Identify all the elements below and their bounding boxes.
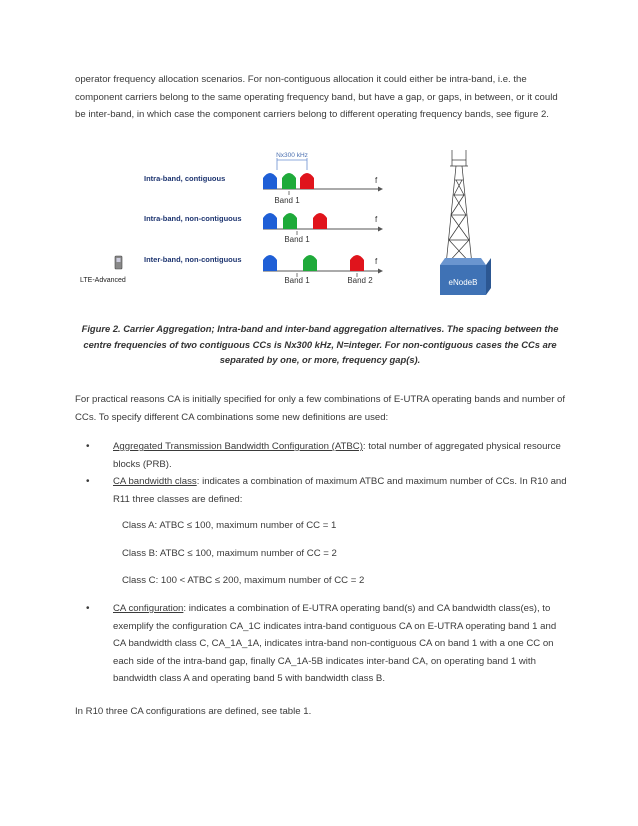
carrier-red [350, 255, 364, 271]
ca-bandwidth-class-term: CA bandwidth class [113, 476, 197, 487]
carrier-green [282, 173, 296, 189]
carrier-blue [263, 173, 277, 189]
row-label-intra-contiguous: Intra-band, contiguous [144, 174, 226, 183]
enodeb-box [440, 258, 491, 295]
spacing-label: Nx300 kHz [276, 152, 308, 159]
class-a: Class A: ATBC ≤ 100, maximum number of CC = 1 [122, 520, 337, 531]
phone-icon [115, 256, 122, 269]
closing-paragraph: In R10 three CA configurations are defined, see table 1. [75, 706, 312, 717]
list-item: • CA configuration: indicates a combination of E-UTRA operating band(s) and CA bandwidth class(es), to exemplify the configuration CA_1C indicates intra-band contiguous CA on E-UTRA operating band 1 and CA bandwidth class C, CA_1A_1A, indicates intra-band non-contiguous CA on band 1 with a one CC on each side of the intra-band gap, finally CA_1A-5B indicates inter-band CA, on operating band 1 with bandwidth class A and operating band 5 with bandwidth class B. [80, 600, 570, 688]
band-label: Band 1 [284, 235, 310, 244]
carrier-green [283, 213, 297, 229]
list-item: • Aggregated Transmission Bandwidth Configuration (ATBC): total number of aggregated physical resource blocks (PRB). [80, 438, 570, 473]
device-label: LTE-Advanced [80, 277, 126, 284]
class-b: Class B: ATBC ≤ 100, maximum number of CC = 2 [122, 548, 337, 559]
carrier-blue [263, 255, 277, 271]
class-c: Class C: 100 < ATBC ≤ 200, maximum number of CC = 2 [122, 575, 365, 586]
row-label-intra-noncontiguous: Intra-band, non-contiguous [144, 214, 242, 223]
band-label: Band 1 [284, 276, 310, 285]
row-label-inter-noncontiguous: Inter-band, non-contiguous [144, 255, 242, 264]
svg-text:f: f [375, 215, 378, 224]
definitions-list [80, 438, 570, 508]
band-label: Band 1 [274, 196, 300, 205]
figure-caption: Figure 2. Carrier Aggregation; Intra-band and inter-band aggregation alternatives. The spacing between the centre frequencies of two contiguous CCs is Nx300 kHz, N=integer. For non-contiguous cases the CCs are separated by one, or more, frequency gap(s). [81, 323, 559, 365]
practical-paragraph: For practical reasons CA is initially specified for only a few combinations of E-UTRA operating bands and number of CCs. To specify different CA combinations some new definitions are used: [75, 394, 566, 423]
carrier-red [300, 173, 314, 189]
atbc-term: Aggregated Transmission Bandwidth Configuration (ATBC) [113, 441, 363, 452]
svg-text:f: f [375, 257, 378, 266]
list-item: • CA bandwidth class: indicates a combination of maximum ATBC and maximum number of CCs. In R10 and R11 three classes are defined: [80, 473, 570, 508]
carrier-green [303, 255, 317, 271]
carrier-aggregation-figure [0, 0, 638, 300]
ca-configuration-term: CA configuration [113, 603, 184, 614]
intro-paragraph: operator frequency allocation scenarios. For non-contiguous allocation it could either be intra-band, i.e. the component carriers belong to the same operating frequency band, but have a gap, or gaps, in between, or it could be inter-band, in which case the component carriers belong to different operating frequency bands, see figure 2. [75, 74, 558, 120]
cell-tower-icon [446, 150, 472, 265]
carrier-blue [263, 213, 277, 229]
svg-text:f: f [375, 176, 378, 185]
enodeb-label: eNodeB [448, 278, 478, 287]
band-label: Band 2 [347, 276, 373, 285]
ca-configuration-list [80, 600, 570, 688]
carrier-red [313, 213, 327, 229]
